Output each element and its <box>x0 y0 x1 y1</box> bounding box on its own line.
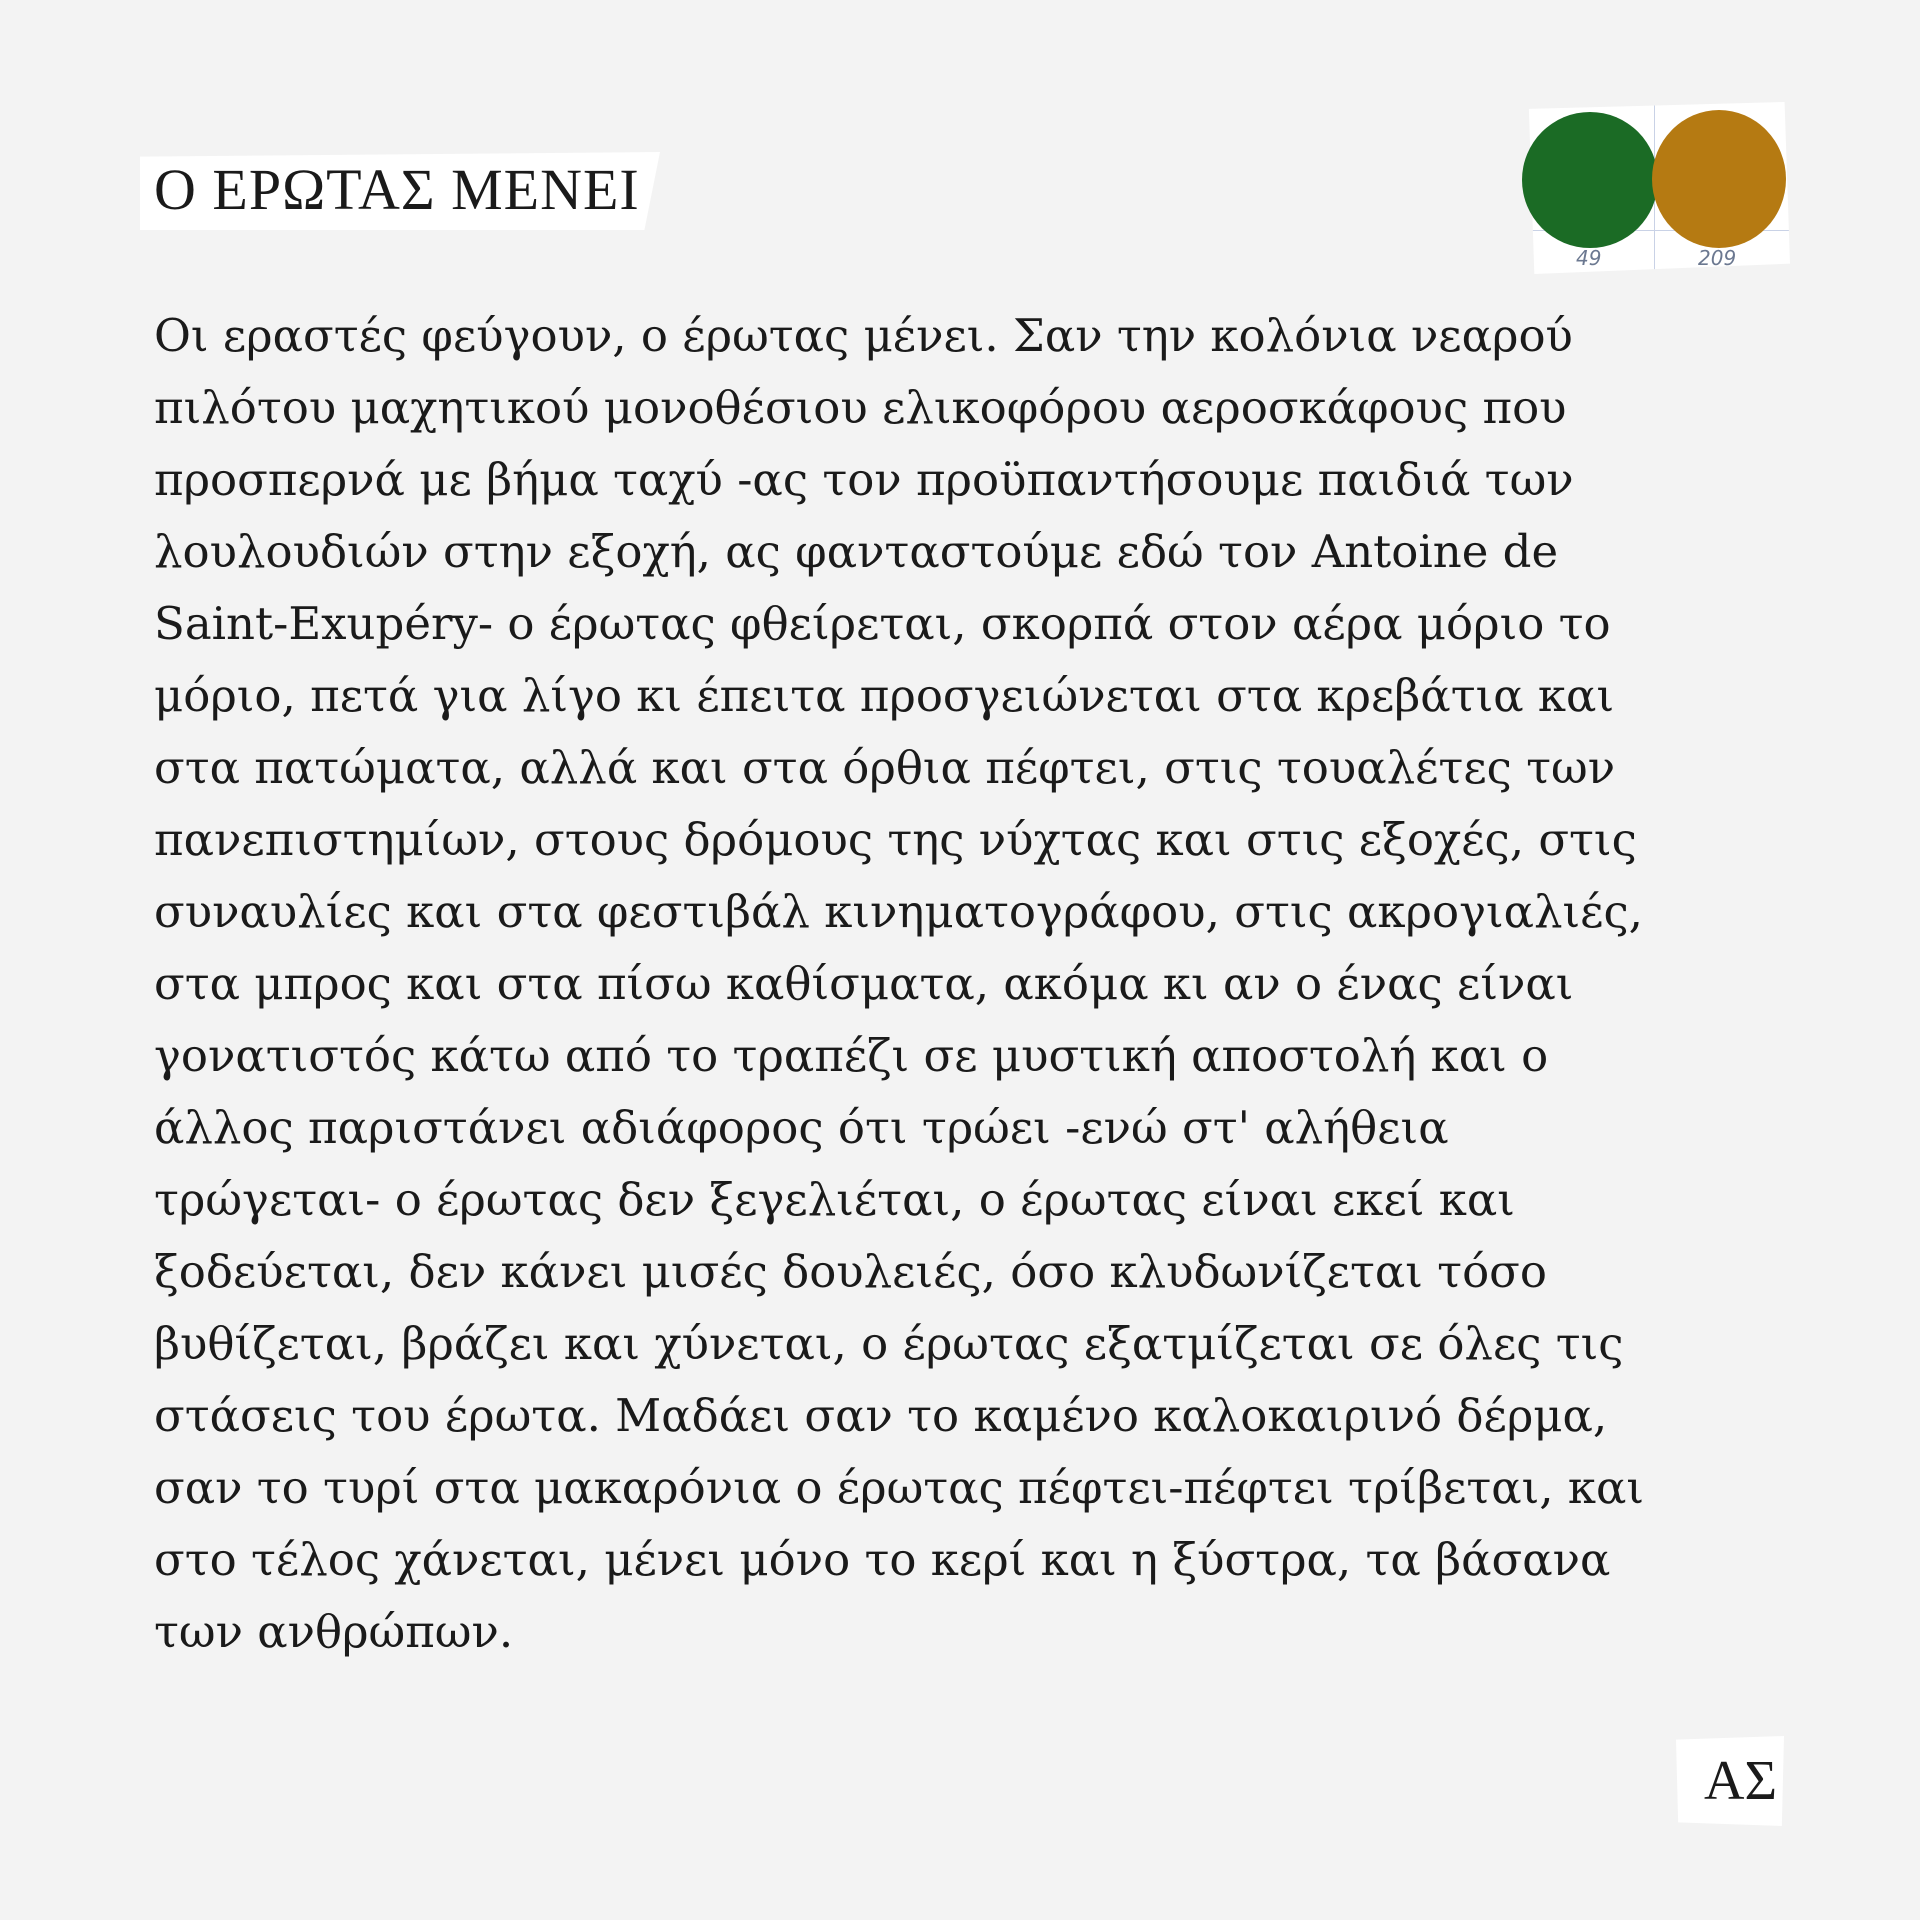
body-line: πιλότου μαχητικού μονοθέσιου ελικοφόρου αεροσκάφους που <box>154 381 1567 434</box>
body-paragraph <box>154 300 1764 1668</box>
page-title: Ο ΕΡΩΤΑΣ ΜΕΝΕΙ <box>154 157 640 222</box>
body-line: τρώγεται- ο έρωτας δεν ξεγελιέται, ο έρωτας είναι εκεί και <box>154 1173 1515 1226</box>
green-swatch <box>1522 112 1658 248</box>
body-line: μόριο, πετά για λίγο κι έπειτα προσγειώνεται στα κρεβάτια και <box>154 669 1615 722</box>
body-line: βυθίζεται, βράζει και χύνεται, ο έρωτας εξατμίζεται σε όλες τις <box>154 1317 1624 1370</box>
body-line: γονατιστός κάτω από το τραπέζι σε μυστική αποστολή και ο <box>154 1029 1549 1082</box>
swatch-number: 209 <box>1698 246 1737 270</box>
body-line: σαν το τυρί στα μακαρόνια ο έρωτας πέφτει-πέφτει τρίβεται, και <box>154 1461 1645 1514</box>
swatch-number: 49 <box>1576 246 1602 270</box>
body-line: πανεπιστημίων, στους δρόμους της νύχτας και στις εξοχές, στις <box>154 813 1637 866</box>
body-line: Saint-Exupéry- ο έρωτας φθείρεται, σκορπά στον αέρα μόριο το <box>154 597 1611 650</box>
body-line: άλλος παριστάνει αδιάφορος ότι τρώει -ενώ στ' αλήθεια <box>154 1101 1449 1154</box>
body-line: προσπερνά με βήμα ταχύ -ας τον προϋπαντήσουμε παιδιά των <box>154 453 1574 506</box>
body-line: στα μπρος και στα πίσω καθίσματα, ακόμα κι αν ο ένας είναι <box>154 957 1574 1010</box>
body-line: των ανθρώπων. <box>154 1605 514 1658</box>
body-line: στάσεις του έρωτα. Μαδάει σαν το καμένο καλοκαιρινό δέρμα, <box>154 1389 1608 1442</box>
body-line: στα πατώματα, αλλά και στα όρθια πέφτει, στις τουαλέτες των <box>154 741 1616 794</box>
body-line: Οι εραστές φεύγουν, ο έρωτας μένει. Σαν την κολόνια νεαρού <box>154 309 1573 362</box>
body-line: συναυλίες και στα φεστιβάλ κινηματογράφου, στις ακρογιαλιές, <box>154 885 1643 938</box>
author-initials: ΑΣ <box>1704 1750 1778 1812</box>
body-line: ξοδεύεται, δεν κάνει μισές δουλειές, όσο κλυδωνίζεται τόσο <box>154 1245 1547 1298</box>
ochre-swatch <box>1652 110 1786 248</box>
body-line: στο τέλος χάνεται, μένει μόνο το κερί και η ξύστρα, τα βάσανα <box>154 1533 1611 1586</box>
body-line: λουλουδιών στην εξοχή, ας φανταστούμε εδώ τον Antoine de <box>154 525 1559 578</box>
